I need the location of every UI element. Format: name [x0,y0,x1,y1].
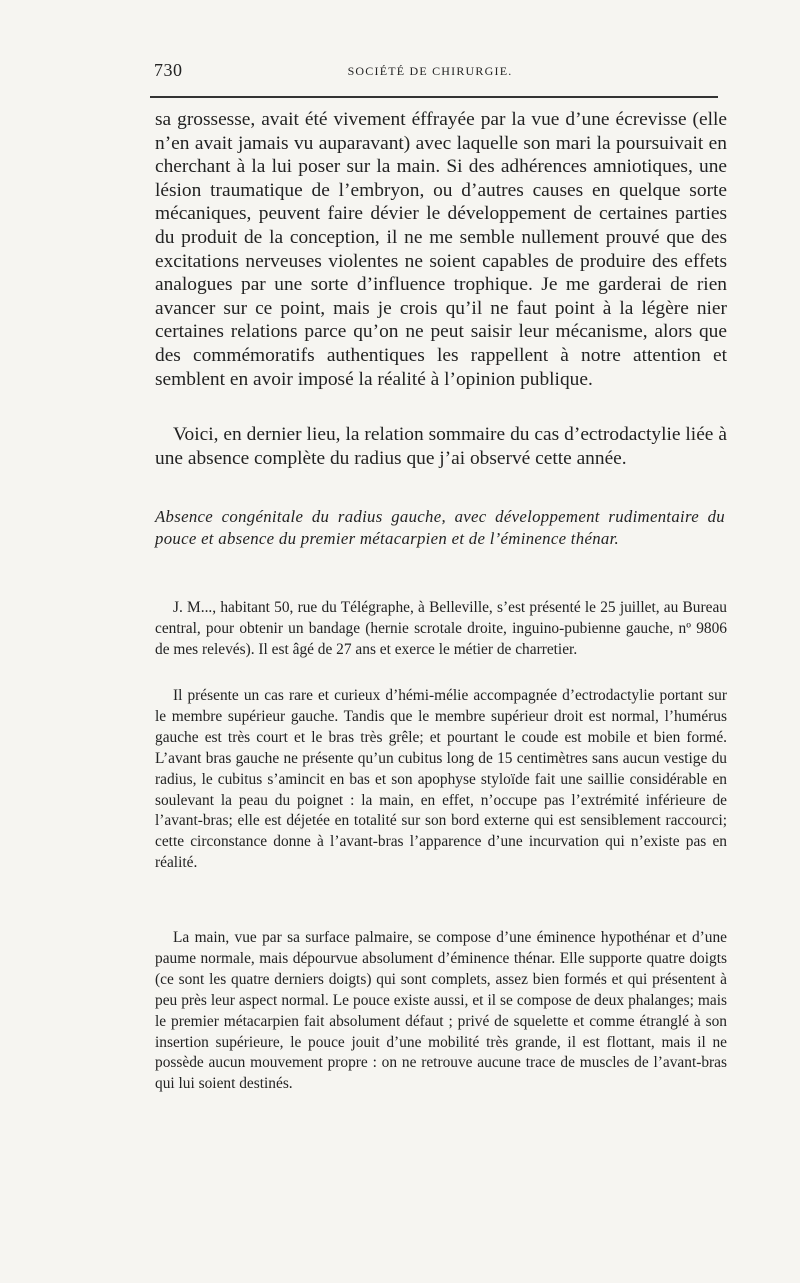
page-number: 730 [154,60,183,80]
case-heading: Absence congénitale du radius gauche, avec développement rudimentaire du pouce et absence du premier métacarpien et de l’éminence thénar. [155,507,725,548]
paragraph-text: sa grossesse, avait été vivement éffrayée par la vue d’une écrevisse (elle n’en avait jamais vu auparavant) avec laquelle son mari la poursuivait en cherchant à la lui poser sur la main. Si des adhérences amniotiques, une lésion traumatique de l’embryon, ou d’autres causes en quelque sorte mécaniques, peuvent faire dévier le développement de certaines parties du produit de la conception, il ne me semble nullement prouvé que des excitations nerveuses violentes ne soient capables de produire des effets analogues par une sorte d’influence trophique. Je me garderai de rien avancer sur ce point, mais je crois qu’il ne faut point à la légère nier certaines relations parce qu’on ne peut saisir leur mécanisme, alors que des commémoratifs authentiques les rappellent à notre attention et semblent en avoir imposé la réalité à l’opinion publique. [155,109,727,390]
paragraph-text: Voici, en dernier lieu, la relation sommaire du cas d’ectrodactylie liée à une absence complète du radius que j’ai observé cette année. [155,424,727,469]
paragraph-text: J. M..., habitant 50, rue du Télégraphe, à Belleville, s’est présenté le 25 juillet, au Bureau central, pour obtenir un bandage (hernie scrotale droite, inguino-pubienne gauche, nº 9806 de mes relevés). Il est âgé de 27 ans et exerce le métier de charretier. [155,599,727,658]
case-paragraph-2 [155,686,727,874]
case-paragraph-3 [155,928,727,1095]
body-paragraph-2 [155,423,727,470]
header-rule [150,96,718,98]
running-title: SOCIÉTÉ DE CHIRURGIE. [347,64,513,78]
paragraph-text: La main, vue par sa surface palmaire, se compose d’une éminence hypothénar et d’une paume normale, mais dépourvue absolument d’éminence thénar. Elle supporte quatre doigts (ce sont les quatre derniers doigts) qui sont complets, assez bien formés et qui présentent à peu près leur aspect normal. Le pouce existe aussi, et il se compose de deux phalanges; mais le premier métacarpien fait absolument défaut ; privé de squelette et comme étranglé à son insertion supérieure, le pouce jouit d’une mobilité très grande, il est flottant, mais il ne possède aucun mouvement propre : on ne retrouve aucune trace de muscles de l’avant-bras qui lui soient destinés. [155,929,727,1093]
paragraph-text: Il présente un cas rare et curieux d’hémi-mélie accompagnée d’ectrodactylie portant sur le membre supérieur gauche. Tandis que le membre supérieur droit est normal, l’humérus gauche est très court et le bras très grêle; et pourtant le coude est mobile et bien formé. L’avant bras gauche ne présente qu’un cubitus long de 15 centimètres sans aucun vestige du radius, le cubitus s’amincit en bas et son apophyse styloïde fait une saillie considérable en soulevant la peau du poignet : la main, en effet, n’occupe pas l’extrémité inférieure de l’avant-bras; elle est déjetée en totalité sur son bord externe qui est sensiblement raccourci; cette circonstance donne à l’avant-bras l’apparence d’une incurvation qui n’existe pas en réalité. [155,687,727,872]
body-paragraph-1 [155,108,727,391]
case-paragraph-1 [155,598,727,661]
